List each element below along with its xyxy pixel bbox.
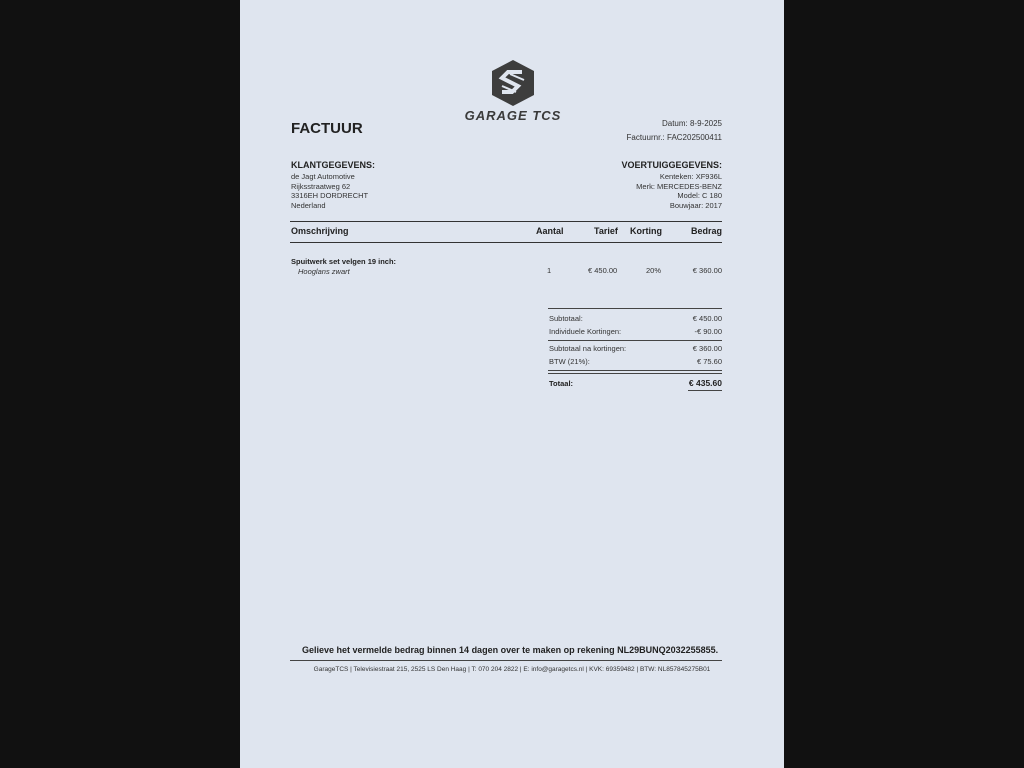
customer-line: 3316EH DORDRECHT <box>291 191 369 200</box>
total-label: Totaal: <box>549 379 574 388</box>
subtotal-label: Subtotaal: <box>549 314 583 323</box>
row-qty: 1 <box>547 266 552 275</box>
customer-line: Rijksstraatweg 62 <box>291 181 351 191</box>
discounts-value: -€ 90.00 <box>694 327 722 336</box>
hexagon-s-logo-icon <box>490 58 536 108</box>
footer-rule <box>290 660 722 661</box>
invoice-number: Factuurnr.: FAC202500411 <box>626 133 722 142</box>
invoice-title: FACTUUR <box>291 120 363 137</box>
total-value: € 435.60 <box>688 378 722 388</box>
vehicle-line: Bouwjaar: 2017 <box>669 200 722 210</box>
after-discount-value: € 360.00 <box>692 344 722 353</box>
customer-heading: KLANTGEGEVENS: <box>291 160 376 170</box>
vehicle-heading: VOERTUIGGEGEVENS: <box>621 160 722 170</box>
vat-value: € 75.60 <box>696 357 722 366</box>
col-description-header: Omschrijving <box>291 226 349 236</box>
vehicle-details <box>636 172 722 210</box>
totals-mid-rule <box>548 340 722 341</box>
total-underline <box>688 390 722 391</box>
vehicle-line: Merk: MERCEDES-BENZ <box>636 181 722 191</box>
totals-double-rule-1 <box>548 370 722 371</box>
vehicle-line: Model: C 180 <box>677 191 722 200</box>
row-discount: 20% <box>646 266 662 275</box>
brand-name: GARAGE TCS <box>464 108 562 123</box>
customer-line: Nederland <box>291 200 326 210</box>
col-rate-header: Tarief <box>594 226 618 236</box>
row-description: Spuitwerk set velgen 19 inch: <box>291 257 397 266</box>
table-header-rule <box>290 242 722 243</box>
vehicle-line: Kenteken: XF936L <box>659 172 722 181</box>
row-detail: Hooglans zwart <box>298 267 350 276</box>
totals-double-rule-2 <box>548 373 722 374</box>
payment-note: Gelieve het vermelde bedrag binnen 14 dagen over te maken op rekening NL29BUNQ2032255855. <box>302 645 719 655</box>
totals-top-rule <box>548 308 722 309</box>
customer-details <box>291 172 368 210</box>
col-qty-header: Aantal <box>536 226 564 236</box>
col-amount-header: Bedrag <box>690 226 722 236</box>
after-discount-label: Subtotaal na kortingen: <box>549 344 627 353</box>
row-amount: € 360.00 <box>692 266 722 275</box>
subtotal-value: € 450.00 <box>692 314 722 323</box>
invoice-date: Datum: 8-9-2025 <box>661 119 722 128</box>
table-top-rule <box>290 221 722 222</box>
customer-line: de Jagt Automotive <box>291 172 355 181</box>
col-discount-header: Korting <box>630 226 662 236</box>
discounts-label: Individuele Kortingen: <box>549 327 622 336</box>
footer-contact: GarageTCS | Televisiestraat 215, 2525 LS Den Haag | T: 070 204 2822 | E: info@garagetcs.nl | KVK: 69359482 | BTW: NL857845275B01 <box>313 666 711 673</box>
row-rate: € 450.00 <box>588 266 618 275</box>
vat-label: BTW (21%): <box>549 357 590 366</box>
invoice-sheet <box>240 0 784 768</box>
